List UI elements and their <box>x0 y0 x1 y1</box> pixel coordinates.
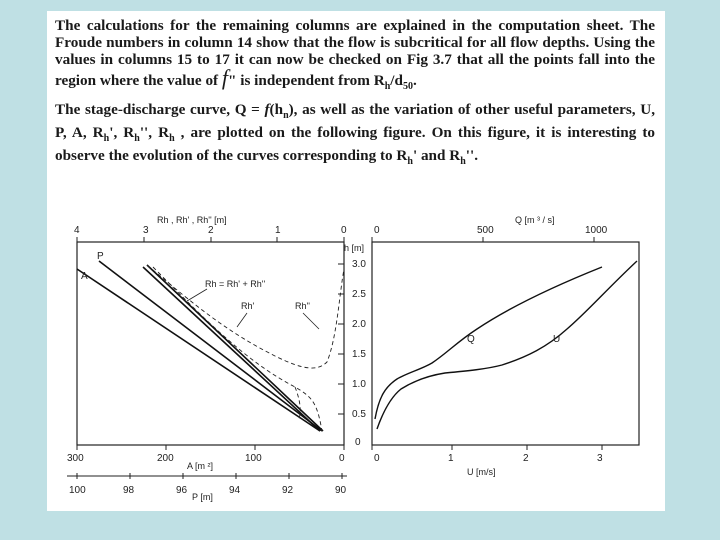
p2-text-b: (h <box>269 101 284 118</box>
u-tick-2: 2 <box>523 453 529 464</box>
p2-text-g: ' and R <box>412 147 461 165</box>
document-page <box>47 11 665 511</box>
h-tick-1.0: 1.0 <box>352 379 366 390</box>
paragraph-2 <box>55 101 655 171</box>
p2-sub-n: n <box>283 110 289 122</box>
h-tick-0: 0 <box>355 437 361 448</box>
label-rh1: Rh' <box>241 301 255 311</box>
p-tick-98: 98 <box>123 485 135 496</box>
p2-text-a: The stage-discharge curve, Q = <box>55 101 265 118</box>
q-axis-label: Q [m ³ / s] <box>515 215 555 225</box>
p-tick-96: 96 <box>176 485 188 496</box>
p1-f-symbol: f <box>221 64 229 90</box>
label-u: U <box>553 334 561 345</box>
label-a: A <box>81 271 88 282</box>
right-panel-frame <box>372 242 639 445</box>
label-rh-eq: Rh = Rh' + Rh'' <box>205 279 266 289</box>
p2-text-e: '', R <box>139 124 170 142</box>
label-q: Q <box>467 334 475 345</box>
a-tick-0: 0 <box>339 453 345 464</box>
a-tick-300: 300 <box>67 453 84 464</box>
u-tick-3: 3 <box>597 453 603 464</box>
p2-f-symbol: f <box>264 101 270 118</box>
leader-rh1 <box>237 313 247 327</box>
curve-a <box>77 269 320 431</box>
h-axis-label: h [m] <box>344 243 365 253</box>
paragraph-1 <box>55 17 655 95</box>
u-tick-1: 1 <box>448 453 454 464</box>
rh-axis-label: Rh , Rh' , Rh'' [m] <box>157 215 227 225</box>
p1-sub-h: h <box>384 80 391 92</box>
p2-text-c: ), as well as the variation of other useful parameters, U, P, A, R <box>55 101 655 142</box>
h-tick-3.0: 3.0 <box>352 259 366 270</box>
p-tick-94: 94 <box>229 485 241 496</box>
u-axis-label: U [m/s] <box>467 467 496 477</box>
p1-text-a: The calculations for the remaining columns are explained in the computation sheet. The Froude numbers in column 14 show that the flow is subcritical for all flow depths. Using the values in columns 15 to 17 it can now be checked on Fig 3.7 that all the points fall into the region where the value of <box>55 17 655 89</box>
rh-tick-0: 0 <box>341 225 347 236</box>
left-panel-frame <box>77 242 344 445</box>
leader-rh-eq <box>187 289 207 301</box>
p2-text-h: ''. <box>465 147 479 165</box>
rh-tick-2: 2 <box>208 225 214 236</box>
p1-text-c: /d <box>390 71 403 89</box>
label-rh2: Rh'' <box>295 301 310 311</box>
p2-sub-h1: h <box>103 133 110 145</box>
curve-rh-2 <box>147 265 323 431</box>
p2-sub-h5: h <box>460 156 466 168</box>
h-tick-0.5: 0.5 <box>352 409 366 420</box>
h-tick-2.0: 2.0 <box>352 319 366 330</box>
curve-rh-1 <box>143 267 320 431</box>
curve-q <box>375 267 602 419</box>
label-p: P <box>97 251 104 262</box>
curve-u <box>377 261 637 429</box>
leader-rh2 <box>303 313 319 329</box>
p2-text-f: , are plotted on the following figure. On this figure, it is interesting to observe the evolution of the curves corresponding to R <box>55 124 656 165</box>
p1-sub-50: 50 <box>402 80 413 92</box>
p-axis-label: P [m] <box>192 492 213 502</box>
p2-sub-h2: h <box>134 133 140 145</box>
p-tick-90: 90 <box>335 485 347 496</box>
p2-text-d: ', R <box>109 124 135 142</box>
q-tick-0: 0 <box>374 225 380 236</box>
q-tick-1000: 1000 <box>585 225 608 236</box>
rh-tick-1: 1 <box>275 225 281 236</box>
q-tick-500: 500 <box>477 225 494 236</box>
p2-sub-h3: h <box>169 133 175 145</box>
p1-text-b: " is independent from R <box>228 71 385 89</box>
figure <box>47 197 665 511</box>
a-axis-label: A [m ²] <box>187 461 214 471</box>
rh-tick-4: 4 <box>74 225 80 236</box>
p1-text-d: . <box>412 71 417 89</box>
a-tick-200: 200 <box>157 453 174 464</box>
rh-tick-3: 3 <box>143 225 149 236</box>
u-tick-0: 0 <box>374 453 380 464</box>
h-tick-1.5: 1.5 <box>352 349 366 360</box>
a-tick-100: 100 <box>245 453 262 464</box>
p-tick-100: 100 <box>69 485 86 496</box>
h-tick-2.5: 2.5 <box>352 289 366 300</box>
p-tick-92: 92 <box>282 485 294 496</box>
p2-sub-h4: h <box>407 156 413 168</box>
